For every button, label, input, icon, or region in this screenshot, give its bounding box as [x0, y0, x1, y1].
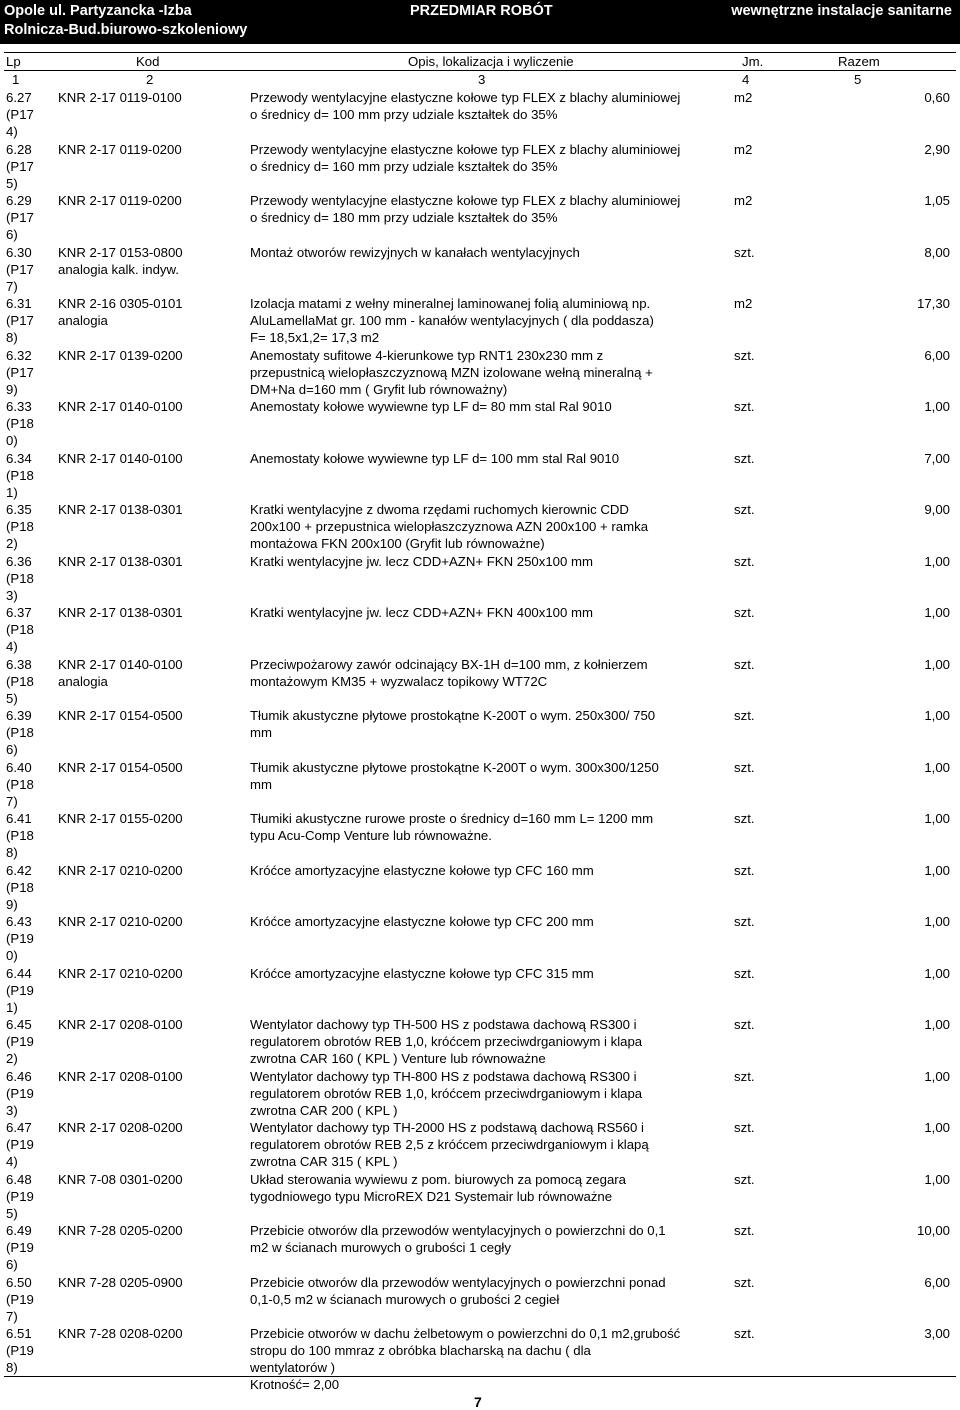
- row-code: KNR 2-16 0305-0101 analogia: [58, 296, 183, 328]
- row-lp: 6.49 (P19 6): [6, 1223, 34, 1272]
- row-lp: 6.27 (P17 4): [6, 90, 34, 139]
- table-row: [4, 1015, 956, 1067]
- row-quantity: 2,90: [924, 141, 950, 157]
- row-lp: 6.30 (P17 7): [6, 244, 34, 294]
- row-description: Kratki wentylacyjne z dwoma rzędami ruchomych kierownic CDD 200x100 + przepustnica wielopłaszczyznowa AZN 200x100 + ramka montażowa FKN 200x100 (Gryfit lub równoważne): [250, 502, 649, 551]
- row-code: KNR 2-17 0155-0200: [58, 811, 183, 826]
- table-body: [4, 88, 956, 1392]
- row-unit: szt.: [734, 1017, 755, 1032]
- row-description: Wentylator dachowy typ TH-500 HS z podstawa dachową RS300 i regulatorem obrotów REB 1,0, króćcem przeciwdrganiowym i klapa zwrotna CAR 160 ( KPL ) Venture lub równoważne: [250, 1017, 643, 1066]
- row-quantity: 1,05: [924, 193, 950, 208]
- row-code: KNR 2-17 0119-0200: [58, 193, 182, 208]
- row-lp: 6.51 (P19 8): [6, 1326, 34, 1375]
- row-lp: 6.33 (P18 0): [6, 399, 34, 448]
- row-code: KNR 2-17 0210-0200: [58, 914, 183, 929]
- estimate-table: [4, 52, 956, 1392]
- row-quantity: 1,00: [924, 605, 950, 620]
- row-lp: 6.35 (P18 2): [6, 502, 34, 551]
- row-code: KNR 2-17 0208-0200: [58, 1120, 183, 1135]
- table-row: [4, 552, 956, 604]
- row-unit: szt.: [734, 347, 755, 363]
- row-lp: 6.37 (P18 4): [6, 605, 34, 654]
- row-lp: 6.38 (P18 5): [6, 656, 34, 706]
- row-unit: m2: [734, 141, 753, 157]
- table-row: [4, 397, 956, 449]
- row-description: Tłumiki akustyczne rurowe proste o średnicy d=160 mm L= 1200 mm typu Acu-Comp Venture lub równoważne.: [250, 811, 654, 843]
- row-description: Anemostaty kołowe wywiewne typ LF d= 100 mm stal Ral 9010: [250, 450, 620, 466]
- table-row: [4, 809, 956, 861]
- row-code: KNR 2-17 0154-0500: [58, 708, 183, 723]
- table-row: [4, 140, 956, 192]
- row-quantity: 1,00: [924, 914, 950, 929]
- row-lp: 6.36 (P18 3): [6, 553, 34, 603]
- row-quantity: 1,00: [924, 399, 950, 414]
- row-code: KNR 2-17 0119-0100: [58, 90, 182, 105]
- row-unit: szt.: [734, 1274, 755, 1290]
- col-number-3: 3: [478, 72, 486, 87]
- row-description: Kratki wentylacyjne jw. lecz CDD+AZN+ FKN 400x100 mm: [250, 605, 593, 620]
- row-code: KNR 2-17 0154-0500: [58, 759, 183, 775]
- row-unit: szt.: [734, 708, 755, 723]
- row-quantity: 1,00: [924, 1120, 950, 1135]
- row-lp: 6.48 (P19 5): [6, 1171, 34, 1221]
- row-unit: szt.: [734, 914, 755, 929]
- row-quantity: 1,00: [924, 1017, 950, 1032]
- row-quantity: 1,00: [924, 759, 950, 775]
- col-jm-header: Jm.: [742, 54, 764, 69]
- row-quantity: 7,00: [924, 450, 950, 466]
- row-code: KNR 2-17 0140-0100 analogia: [58, 656, 183, 689]
- table-row: [4, 294, 956, 346]
- row-unit: szt.: [734, 811, 755, 826]
- row-unit: szt.: [734, 759, 755, 775]
- row-unit: m2: [734, 296, 753, 311]
- table-row: [4, 1170, 956, 1222]
- col-lp-header: Lp: [6, 54, 21, 69]
- row-unit: szt.: [734, 553, 755, 569]
- row-unit: szt.: [734, 1171, 755, 1187]
- row-description: Przeciwpożarowy zawór odcinający BX-1H d=100 mm, z kołnierzem montażowym KM35 + wyzwalacz topikowy WT72C: [250, 656, 648, 689]
- table-row: [4, 655, 956, 707]
- row-quantity: 1,00: [924, 965, 950, 981]
- col-number-5: 5: [854, 72, 862, 87]
- row-quantity: 1,00: [924, 553, 950, 569]
- table-row: [4, 88, 956, 140]
- table-row: [4, 1324, 956, 1392]
- row-description: Przebicie otworów dla przewodów wentylacyjnych o powierzchni do 0,1 m2 w ścianach murowych o grubości 1 cegły: [250, 1223, 666, 1255]
- row-lp: 6.31 (P17 8): [6, 296, 34, 345]
- row-unit: szt.: [734, 1120, 755, 1135]
- table-row: [4, 1221, 956, 1273]
- page-number: 7: [474, 1394, 482, 1410]
- row-unit: szt.: [734, 965, 755, 981]
- row-description: Wentylator dachowy typ TH-2000 HS z podstawą dachową RS560 i regulatorem obrotów REB 2,5 z króćcem przeciwdrganiowym i klapą zwrotna CAR 315 ( KPL ): [250, 1120, 649, 1169]
- row-description: Przebicie otworów w dachu żelbetowym o powierzchni do 0,1 m2,grubość stropu do 100 mmraz z obróbka blacharską na dachu ( dla wentylatorów ) Krotność= 2,00: [250, 1326, 681, 1392]
- row-quantity: 1,00: [924, 656, 950, 672]
- table-row: [4, 758, 956, 810]
- row-code: KNR 7-28 0205-0200: [58, 1223, 183, 1238]
- row-description: Izolacja matami z wełny mineralnej laminowanej folią aluminiową np. AluLamellaMat gr. 100 mm - kanałów wentylacyjnych ( dla poddasza) F= 18,5x1,2= 17,3 m2: [250, 296, 654, 345]
- row-unit: szt.: [734, 656, 755, 672]
- row-code: KNR 2-17 0208-0100: [58, 1017, 183, 1032]
- table-row: [4, 243, 956, 295]
- row-description: Króćce amortyzacyjne elastyczne kołowe typ CFC 160 mm: [250, 862, 594, 878]
- row-unit: szt.: [734, 502, 755, 517]
- row-description: Tłumik akustyczne płytowe prostokątne K-200T o wym. 300x300/1250 mm: [250, 759, 659, 792]
- header-project: Rolnicza-Bud.biurowo-szkoleniowy: [4, 22, 248, 38]
- row-lp: 6.50 (P19 7): [6, 1274, 34, 1324]
- table-row: [4, 449, 956, 501]
- row-lp: 6.28 (P17 5): [6, 141, 34, 191]
- row-lp: 6.47 (P19 4): [6, 1120, 34, 1169]
- row-quantity: 1,00: [924, 1068, 950, 1084]
- row-code: KNR 2-17 0208-0100: [58, 1068, 183, 1084]
- row-quantity: 1,00: [924, 708, 950, 723]
- row-quantity: 1,00: [924, 811, 950, 826]
- header-location: Opole ul. Partyzancka -Izba: [4, 3, 192, 19]
- row-code: KNR 2-17 0140-0100: [58, 399, 183, 414]
- row-code: KNR 2-17 0138-0301: [58, 502, 183, 517]
- row-description: Montaż otworów rewizyjnych w kanałach wentylacyjnych: [250, 244, 580, 260]
- row-unit: m2: [734, 193, 753, 208]
- table-row: [4, 603, 956, 655]
- row-lp: 6.45 (P19 2): [6, 1017, 34, 1066]
- col-kod-header: Kod: [136, 54, 160, 69]
- row-quantity: 9,00: [924, 502, 950, 517]
- row-lp: 6.39 (P18 6): [6, 708, 34, 757]
- row-description: Układ sterowania wywiewu z pom. biurowych za pomocą zegara tygodniowego typu MicroREX D21 Systemair lub równoważne: [250, 1171, 627, 1204]
- row-description: Króćce amortyzacyjne elastyczne kołowe typ CFC 315 mm: [250, 965, 594, 981]
- table-header: [4, 53, 956, 71]
- row-lp: 6.46 (P19 3): [6, 1068, 34, 1118]
- col-number-4: 4: [742, 72, 750, 87]
- table-column-numbers: [4, 71, 956, 88]
- row-code: KNR 7-28 0205-0900: [58, 1274, 183, 1290]
- row-quantity: 8,00: [924, 244, 950, 260]
- col-razem-header: Razem: [838, 54, 880, 69]
- row-quantity: 0,60: [924, 90, 950, 105]
- row-unit: szt.: [734, 1068, 755, 1084]
- col-number-2: 2: [146, 72, 154, 87]
- row-quantity: 3,00: [924, 1326, 950, 1341]
- row-lp: 6.44 (P19 1): [6, 965, 34, 1015]
- table-row: [4, 191, 956, 243]
- table-row: [4, 912, 956, 964]
- row-unit: szt.: [734, 244, 755, 260]
- row-quantity: 1,00: [924, 1171, 950, 1187]
- col-opis-header: Opis, lokalizacja i wyliczenie: [408, 54, 574, 69]
- row-code: KNR 2-17 0210-0200: [58, 965, 183, 981]
- row-code: KNR 2-17 0139-0200: [58, 347, 183, 363]
- row-description: Przewody wentylacyjne elastyczne kołowe typ FLEX z blachy aluminiowej o średnicy d= 100 mm przy udziale kształtek do 35%: [250, 90, 681, 122]
- row-lp: 6.43 (P19 0): [6, 914, 34, 963]
- row-code: KNR 7-28 0208-0200: [58, 1326, 183, 1341]
- row-code: KNR 2-17 0140-0100: [58, 450, 183, 466]
- row-code: KNR 2-17 0138-0301: [58, 605, 183, 620]
- row-description: Przewody wentylacyjne elastyczne kołowe typ FLEX z blachy aluminiowej o średnicy d= 180 mm przy udziale kształtek do 35%: [250, 193, 681, 225]
- row-quantity: 10,00: [916, 1223, 950, 1238]
- row-code: KNR 7-08 0301-0200: [58, 1171, 183, 1187]
- row-lp: 6.34 (P18 1): [6, 450, 34, 500]
- row-code: KNR 2-17 0119-0200: [58, 141, 182, 157]
- header-title: PRZEDMIAR ROBÓT: [410, 3, 553, 19]
- row-description: Wentylator dachowy typ TH-800 HS z podstawa dachową RS300 i regulatorem obrotów REB 1,0, króćcem przeciwdrganiowym i klapa zwrotna CAR 200 ( KPL ): [250, 1068, 643, 1118]
- row-unit: szt.: [734, 862, 755, 878]
- table-row: [4, 706, 956, 758]
- table-row: [4, 500, 956, 552]
- row-unit: szt.: [734, 1326, 755, 1341]
- row-unit: szt.: [734, 399, 755, 414]
- table-row: [4, 861, 956, 913]
- row-description: Anemostaty sufitowe 4-kierunkowe typ RNT1 230x230 mm z przepustnicą wielopłaszczyznową MZN izolowane wełną mineralną + DM+Na d=160 mm ( Gryfit lub równoważny): [250, 347, 653, 397]
- table-row: [4, 1273, 956, 1325]
- table-row: [4, 346, 956, 398]
- row-lp: 6.40 (P18 7): [6, 759, 34, 809]
- row-description: Przewody wentylacyjne elastyczne kołowe typ FLEX z blachy aluminiowej o średnicy d= 160 mm przy udziale kształtek do 35%: [250, 141, 681, 174]
- row-quantity: 1,00: [924, 862, 950, 878]
- row-description: Króćce amortyzacyjne elastyczne kołowe typ CFC 200 mm: [250, 914, 594, 929]
- row-lp: 6.42 (P18 9): [6, 862, 34, 912]
- header-scope: wewnętrzne instalacje sanitarne: [731, 3, 952, 19]
- row-lp: 6.29 (P17 6): [6, 193, 34, 242]
- row-description: Przebicie otworów dla przewodów wentylacyjnych o powierzchni ponad 0,1-0,5 m2 w ścianach murowych o grubości 2 cegieł: [250, 1274, 666, 1307]
- table-row: [4, 1118, 956, 1170]
- col-number-1: 1: [12, 72, 20, 87]
- row-lp: 6.32 (P17 9): [6, 347, 34, 397]
- row-quantity: 6,00: [924, 1274, 950, 1290]
- row-quantity: 17,30: [916, 296, 950, 311]
- row-unit: szt.: [734, 605, 755, 620]
- row-description: Tłumik akustyczne płytowe prostokątne K-200T o wym. 250x300/ 750 mm: [250, 708, 656, 740]
- row-code: KNR 2-17 0138-0301: [58, 553, 183, 569]
- row-unit: szt.: [734, 1223, 755, 1238]
- row-code: KNR 2-17 0153-0800 analogia kalk. indyw.: [58, 244, 183, 277]
- row-unit: m2: [734, 90, 753, 105]
- page-header: [0, 0, 960, 44]
- row-code: KNR 2-17 0210-0200: [58, 862, 183, 878]
- row-description: Anemostaty kołowe wywiewne typ LF d= 80 mm stal Ral 9010: [250, 399, 612, 414]
- table-row: [4, 1067, 956, 1119]
- row-description: Kratki wentylacyjne jw. lecz CDD+AZN+ FKN 250x100 mm: [250, 553, 593, 569]
- row-unit: szt.: [734, 450, 755, 466]
- row-quantity: 6,00: [924, 347, 950, 363]
- table-row: [4, 964, 956, 1016]
- row-lp: 6.41 (P18 8): [6, 811, 34, 860]
